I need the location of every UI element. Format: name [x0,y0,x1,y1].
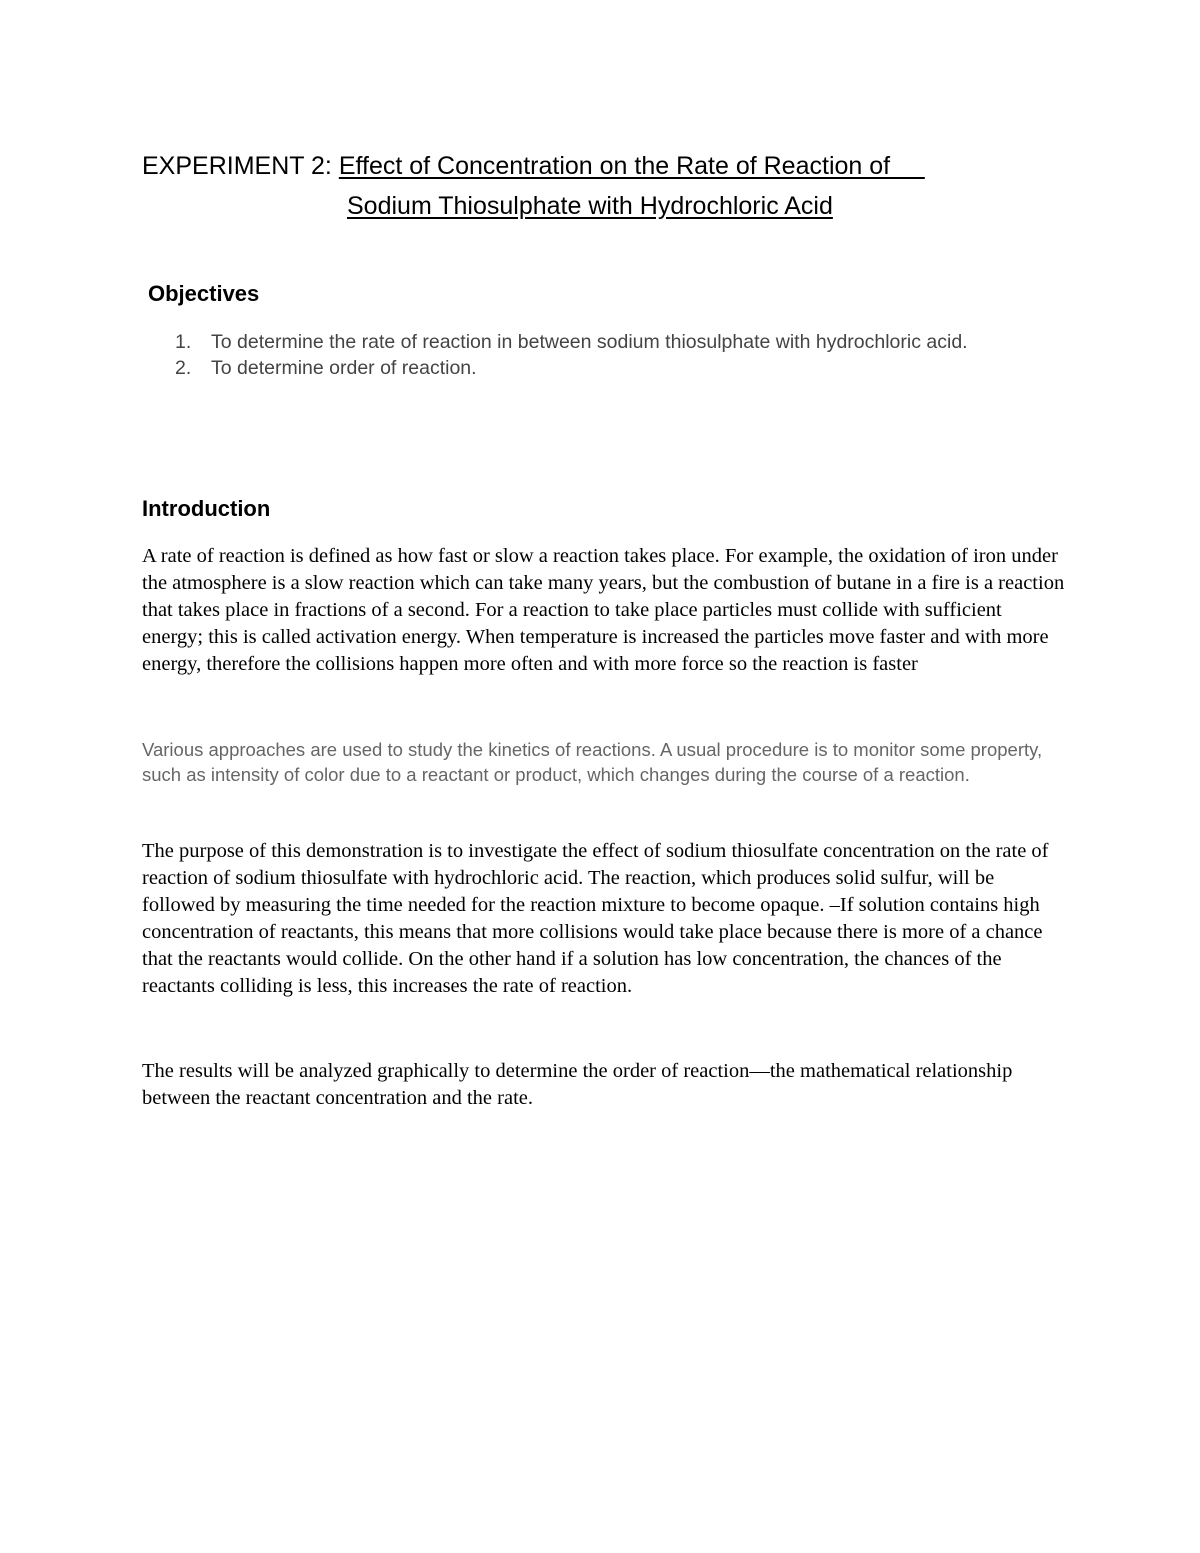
objectives-list [175,329,975,381]
title-underlined-line-1: Effect of Concentration on the Rate of Reaction of [338,152,925,180]
document-title [142,146,1062,226]
title-prefix: EXPERIMENT 2: [142,152,339,180]
intro-paragraph-rate-definition: A rate of reaction is defined as how fast or slow a reaction takes place. For example, the oxidation of iron under the atmosphere is a slow reaction which can take many years, but the combustion of butane in a fire is a reaction that takes place in fractions of a second. For a reaction to take place particles must collide with sufficient energy; this is called activation energy. When temperature is increased the particles move faster and with more energy, therefore the collisions happen more often and with more force so the reaction is faster [142,545,1065,675]
title-underlined-line-2: Sodium Thiosulphate with Hydrochloric Acid [347,192,833,220]
title-line-2 [142,186,1062,226]
objective-number: 2. [175,357,192,379]
objectives-heading: Objectives [148,281,260,306]
intro-paragraph-kinetics-approaches: Various approaches are used to study the kinetics of reactions. A usual procedure is to monitor some property, such as intensity of color due to a reactant or product, which changes during the course of a reaction. [142,739,1043,785]
introduction-heading: Introduction [142,496,271,521]
intro-paragraph-results: The results will be analyzed graphically to determine the order of reaction—the mathematical relationship between the reactant concentration and the rate. [142,1060,1013,1109]
objective-text: To determine order of reaction. [211,357,477,379]
title-line-1 [142,146,1062,186]
objective-item [175,355,975,381]
objective-text: To determine the rate of reaction in between sodium thiosulphate with hydrochloric acid. [211,331,968,353]
intro-paragraph-purpose: The purpose of this demonstration is to investigate the effect of sodium thiosulfate concentration on the rate of reaction of sodium thiosulfate with hydrochloric acid. The reaction, which produces solid sulfur, will be followed by measuring the time needed for the reaction mixture to become opaque. –If solution contains high concentration of reactants, this means that more collisions would take place because there is more of a chance that the reactants would collide. On the other hand if a solution has low concentration, the chances of the reactants colliding is less, this increases the rate of reaction. [142,840,1049,997]
objective-number: 1. [175,331,192,353]
objective-item [175,329,975,355]
